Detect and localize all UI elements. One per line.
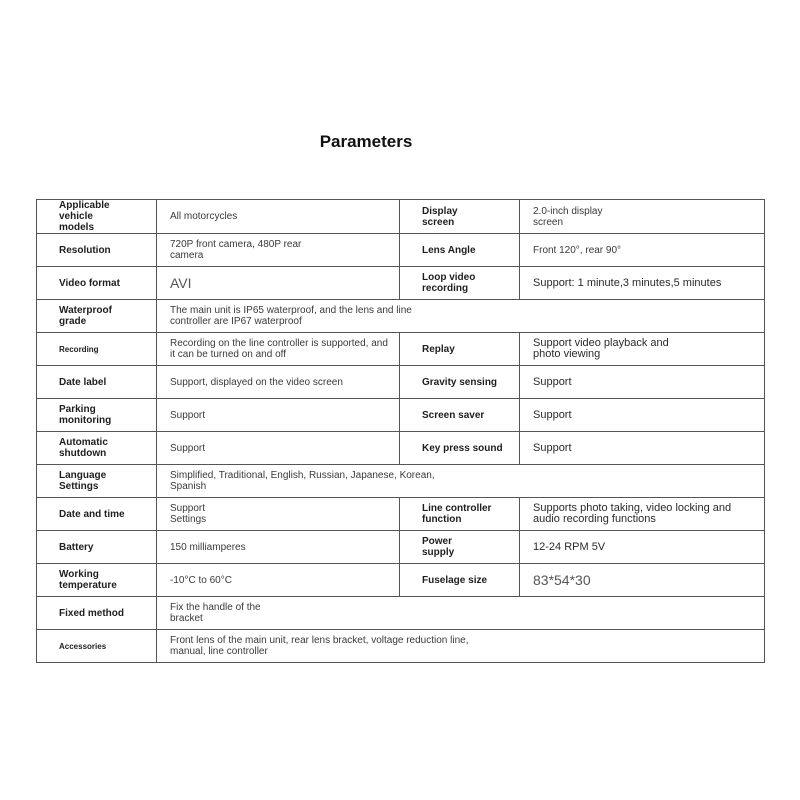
- param-label: Applicable vehicle models: [37, 200, 157, 234]
- param-label: Parking monitoring: [37, 399, 157, 432]
- param-label: Automatic shutdown: [37, 432, 157, 465]
- param-value: 12-24 RPM 5V: [520, 531, 765, 564]
- table-row: [37, 465, 765, 498]
- param-value: Support: [520, 366, 765, 399]
- param-label: Fuselage size: [400, 564, 520, 597]
- param-label: Battery: [37, 531, 157, 564]
- table-row: [37, 300, 765, 333]
- table-row: [37, 597, 765, 630]
- param-value: 150 milliamperes: [157, 531, 400, 564]
- param-value: The main unit is IP65 waterproof, and the lens and line controller are IP67 waterproof: [157, 300, 765, 333]
- table-row: [37, 267, 765, 300]
- param-label: Display screen: [400, 200, 520, 234]
- param-label: Date and time: [37, 498, 157, 531]
- param-label: Loop video recording: [400, 267, 520, 300]
- page-title: Parameters: [319, 132, 413, 151]
- param-value: Simplified, Traditional, English, Russian, Japanese, Korean, Spanish: [157, 465, 765, 498]
- param-value: Support, displayed on the video screen: [157, 366, 400, 399]
- param-label: Waterproof grade: [37, 300, 157, 333]
- param-label: Lens Angle: [400, 234, 520, 267]
- param-value: Support: [520, 399, 765, 432]
- param-value: Fix the handle of the bracket: [157, 597, 765, 630]
- param-label: Recording: [37, 333, 157, 366]
- param-value: Front 120°, rear 90°: [520, 234, 765, 267]
- param-label: Working temperature: [37, 564, 157, 597]
- param-value: Support: [520, 432, 765, 465]
- param-value: 2.0-inch display screen: [520, 200, 765, 234]
- param-value: -10°C to 60°C: [157, 564, 400, 597]
- parameters-table: [36, 199, 765, 663]
- param-value: Support: 1 minute,3 minutes,5 minutes: [520, 267, 765, 300]
- param-label: Key press sound: [400, 432, 520, 465]
- table-row: [37, 630, 765, 663]
- param-label: Accessories: [37, 630, 157, 663]
- table-row: [37, 498, 765, 531]
- param-value: Support Settings: [157, 498, 400, 531]
- param-value: Support: [157, 432, 400, 465]
- table-row: [37, 234, 765, 267]
- param-label: Line controller function: [400, 498, 520, 531]
- param-value: Supports photo taking, video locking and audio recording functions: [520, 498, 765, 531]
- param-label: Gravity sensing: [400, 366, 520, 399]
- param-value: All motorcycles: [157, 200, 400, 234]
- table-row: [37, 366, 765, 399]
- param-label: Video format: [37, 267, 157, 300]
- param-value: Recording on the line controller is supported, and it can be turned on and off: [157, 333, 400, 366]
- param-value: Support video playback and photo viewing: [520, 333, 765, 366]
- param-value: 83*54*30: [520, 564, 765, 597]
- param-label: Power supply: [400, 531, 520, 564]
- table-row: [37, 531, 765, 564]
- param-value: AVI: [157, 267, 400, 300]
- table-row: [37, 399, 765, 432]
- param-value: Support: [157, 399, 400, 432]
- param-label: Screen saver: [400, 399, 520, 432]
- table-row: [37, 432, 765, 465]
- param-value: 720P front camera, 480P rear camera: [157, 234, 400, 267]
- param-label: Resolution: [37, 234, 157, 267]
- param-label: Fixed method: [37, 597, 157, 630]
- param-value: Front lens of the main unit, rear lens bracket, voltage reduction line, manual, line controller: [157, 630, 765, 663]
- table-row: [37, 564, 765, 597]
- param-label: Date label: [37, 366, 157, 399]
- param-label: Language Settings: [37, 465, 157, 498]
- table-row: [37, 200, 765, 234]
- param-label: Replay: [400, 333, 520, 366]
- table-row: [37, 333, 765, 366]
